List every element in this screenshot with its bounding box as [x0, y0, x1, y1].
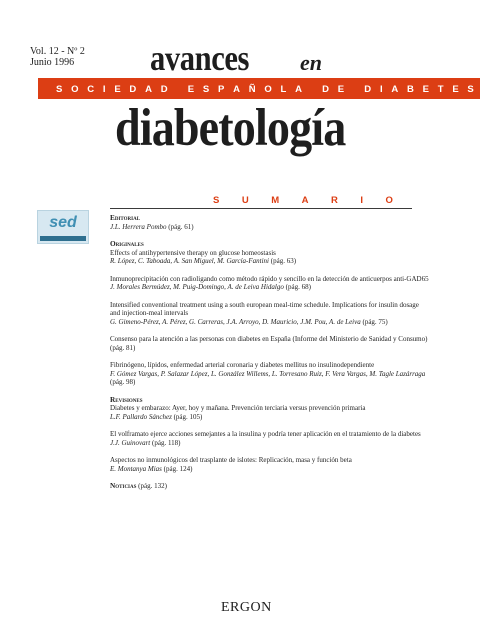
band-letter: E — [114, 83, 121, 95]
band-letter: A — [233, 83, 240, 95]
toc-entry — [110, 361, 430, 387]
band-letter: A — [295, 83, 302, 95]
entry-authors: R. López, C. Taboada, A. San Miguel, M. García-Fantini — [110, 257, 269, 265]
entry-page: (pág. 68) — [285, 283, 311, 291]
band-letter: P — [217, 83, 225, 95]
band-letter: I — [102, 83, 106, 95]
band-letter: E — [452, 83, 459, 95]
entry-title: Aspectos no inmunológicos del trasplante de islotes: Replicación, masa y función beta — [110, 456, 352, 464]
sed-logo-strip — [40, 236, 86, 241]
entry-title: Fibrinógeno, lípidos, enfermedad arterial coronaria y diabetes mellitus no insulinodependiente — [110, 361, 375, 369]
band-letter: O — [71, 83, 79, 95]
volume-number: Vol. 12 - Nº 2 — [30, 46, 85, 57]
entry-authors: J.J. Guinovart — [110, 438, 151, 447]
band-letter: O — [264, 83, 272, 95]
sumario-letter: A — [301, 195, 309, 206]
band-letter: Ñ — [248, 83, 256, 95]
entry-page: (pág. 132) — [138, 482, 167, 490]
band-letter: L — [280, 83, 287, 95]
entry-page: (pág. 98) — [110, 378, 136, 386]
entry-page: (pág. 118) — [152, 438, 181, 447]
band-letter: D — [364, 83, 372, 95]
entry-title: Consenso para la atención a las personas con diabetes en España (Informe del Ministerio de Sanidad y Consumo) — [110, 335, 428, 343]
sumario-heading — [213, 195, 393, 206]
toc-entry — [110, 223, 430, 232]
band-letter — [311, 84, 314, 95]
band-letter: E — [187, 83, 195, 95]
entry-title: Intensified conventional treatment using a south european meal-time schedule. Implications for insulin dosage and injection-meal intervals — [110, 300, 419, 317]
band-letter: D — [129, 83, 137, 95]
band-letter: D — [322, 83, 330, 95]
journal-title-diabetologia: diabetología — [115, 99, 346, 157]
section-heading-editorial: Editorial — [110, 213, 141, 222]
band-letter: A — [145, 83, 152, 95]
band-letter: E — [337, 83, 345, 95]
band-letter — [176, 84, 179, 95]
sumario-letter: I — [360, 195, 364, 206]
journal-title-avances: avances — [150, 38, 250, 78]
sumario-letter: S — [213, 195, 220, 206]
entry-page: (pág. 81) — [110, 343, 136, 352]
toc-entry — [110, 404, 430, 421]
entry-page: (pág. 105) — [173, 412, 203, 421]
section-heading-noticias: Noticias — [110, 481, 137, 490]
toc-entry — [110, 430, 430, 447]
band-letter: A — [391, 83, 399, 95]
entry-authors: J.L. Herrera Pombo — [110, 222, 167, 231]
toc-entry-noticias — [110, 482, 430, 491]
sumario-rule — [110, 208, 412, 209]
entry-authors: J. Morales Bermúdez, M. Puig-Domingo, A. de Leiva Hidalgo — [110, 283, 284, 291]
sumario-letter: M — [271, 195, 280, 206]
entry-authors: E. Montanya Mias — [110, 464, 162, 473]
band-letter: T — [437, 83, 444, 95]
sumario-letter: O — [385, 195, 393, 206]
band-letter — [353, 84, 356, 95]
entry-page: (pág. 63) — [270, 257, 297, 265]
section-heading-originales: Originales — [110, 239, 144, 248]
entry-authors: L.F. Pallardo Sánchez — [110, 412, 172, 421]
sed-logo — [37, 210, 89, 244]
issue-date: Junio 1996 — [30, 57, 75, 68]
band-letter: S — [56, 83, 63, 95]
entry-title: Inmunoprecipitación con radioligando como método rápido y sencillo en la detección de anticuerpos anti-GAD65 — [110, 274, 429, 283]
entry-title: El volframato ejerce acciones semejantes a la insulina y podría tener aplicación en el tratamiento de la diabetes — [110, 430, 421, 438]
sumario-letter: U — [241, 195, 249, 206]
toc-entry — [110, 249, 430, 266]
toc-entry — [110, 301, 430, 327]
section-heading-revisiones: Revisiones — [110, 394, 143, 404]
entry-authors: F. Gómez Vargas, P. Salazar López, L. González Willems, L. Torresano Ruiz, F. Vera Vargas, M. Tagle Lazárraga — [110, 369, 426, 378]
band-letter: B — [406, 83, 414, 95]
band-letter: D — [160, 83, 168, 95]
publisher-name: ERGON — [221, 600, 272, 615]
entry-page: (pág. 75) — [362, 317, 388, 326]
entry-title: Diabetes y embarazo: Ayer, hoy y mañana. Prevención terciaria versus prevención primaria — [110, 404, 366, 412]
toc-entry — [110, 456, 430, 473]
entry-page: (pág. 61) — [168, 222, 194, 231]
entry-authors: G. Gimeno-Pérez, A. Pérez, G. Carreras, J.A. Arroyo, D. Mauricio, J.M. Pou, A. de Leiva — [110, 317, 361, 326]
band-letter: C — [87, 83, 95, 95]
toc-entry — [110, 335, 430, 352]
table-of-contents — [110, 214, 430, 491]
band-letter: S — [467, 83, 474, 95]
volume-info — [30, 46, 85, 68]
toc-entry — [110, 275, 430, 292]
journal-title-en: en — [300, 50, 322, 75]
entry-title: Effects of antihypertensive therapy on glucose homeostasis — [110, 248, 276, 257]
society-band-text — [56, 82, 474, 96]
band-letter: E — [422, 83, 429, 95]
sumario-letter: R — [331, 195, 338, 206]
sed-logo-letters: sed — [49, 214, 77, 231]
band-letter: S — [202, 83, 210, 95]
band-letter: I — [379, 83, 383, 95]
entry-page: (pág. 124) — [163, 464, 193, 473]
